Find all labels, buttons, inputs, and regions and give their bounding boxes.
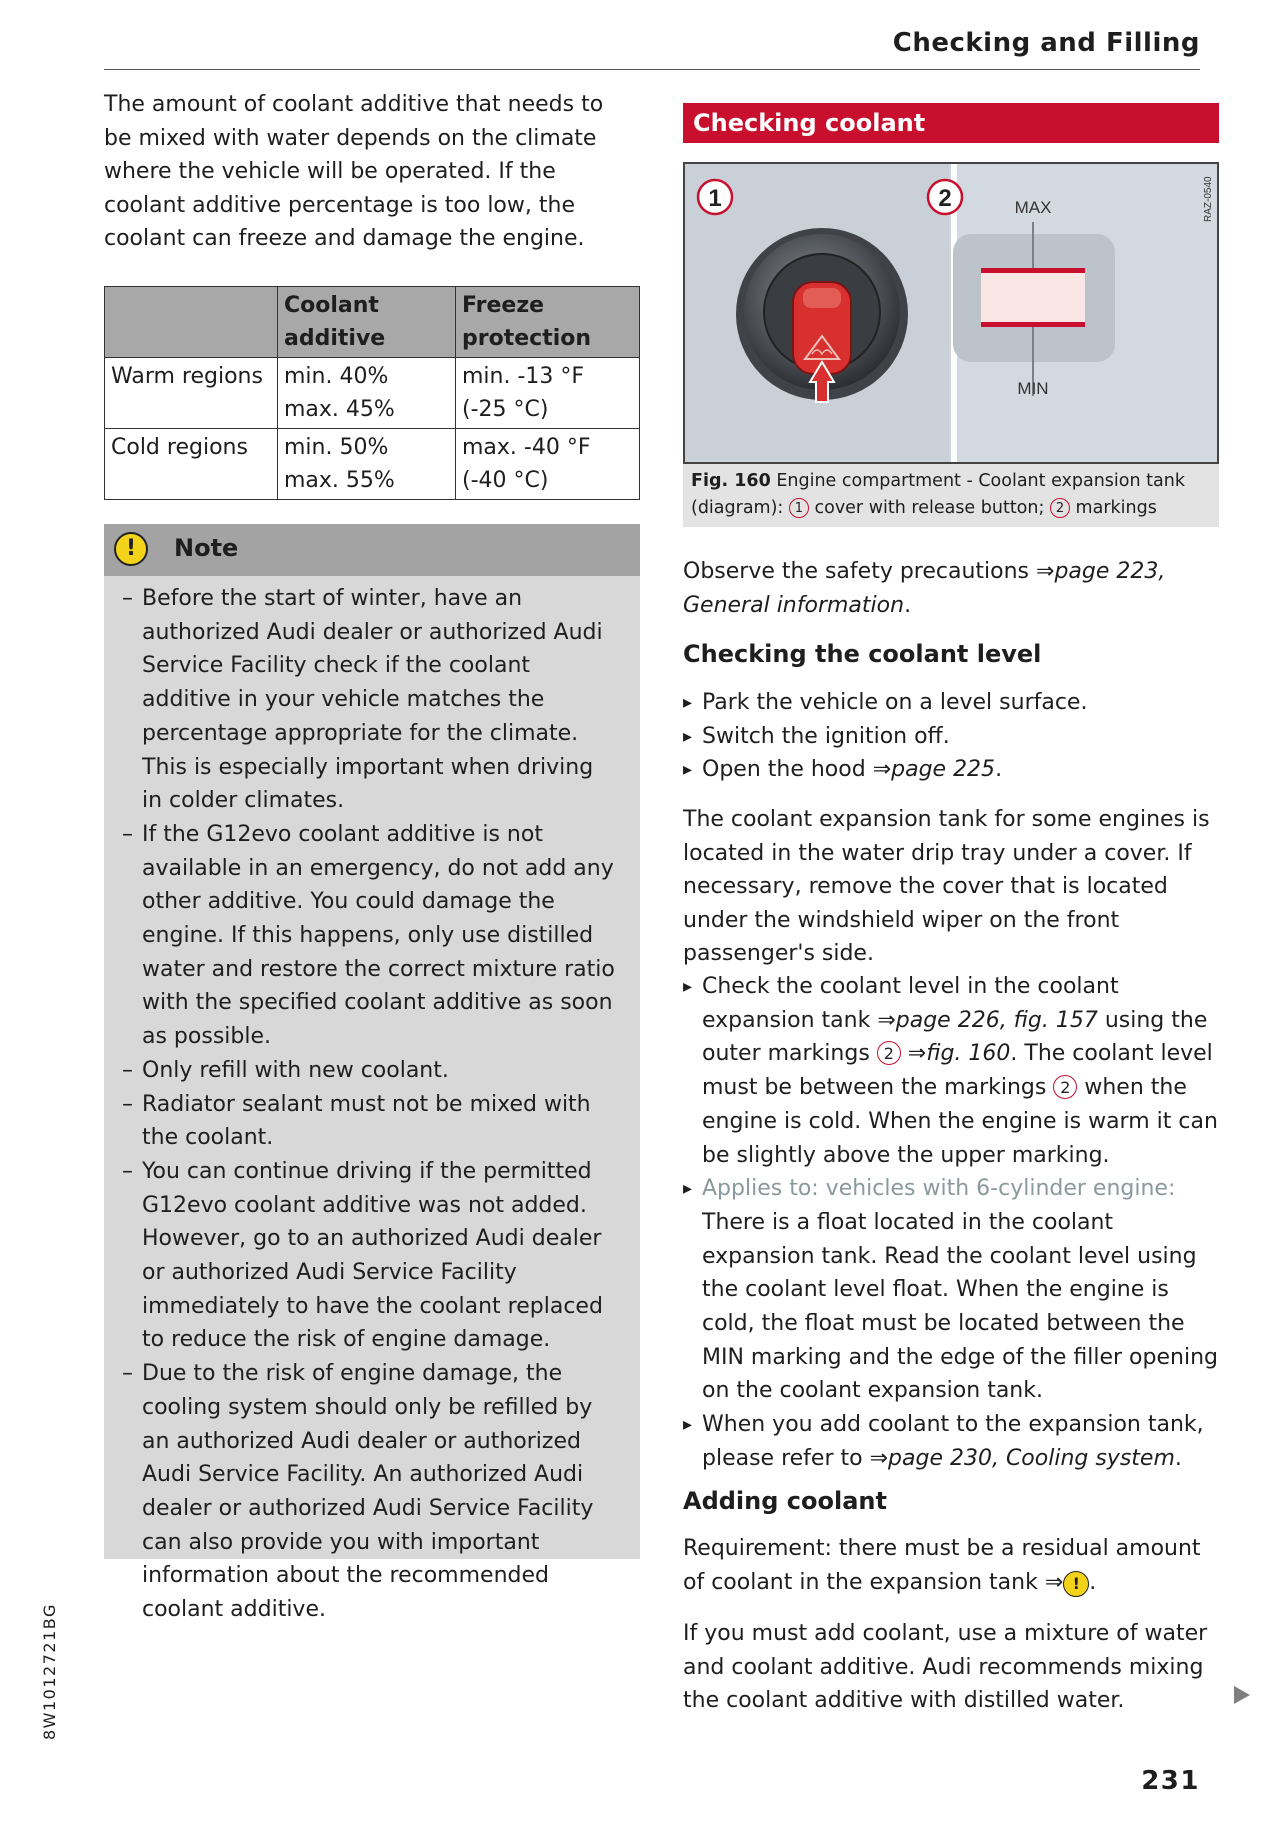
table-row — [105, 429, 640, 500]
caption-label: Fig. 160 — [691, 471, 771, 491]
warning-icon[interactable]: ! — [1063, 1571, 1089, 1597]
arrow-right-icon: ⇒ — [877, 1007, 896, 1033]
check-text-a: Check the coolant level in the coolant expansion tank — [702, 974, 1119, 1033]
freeze-fahrenheit: min. -13 °F — [462, 364, 585, 389]
safety-paragraph — [683, 555, 1218, 622]
list-item: – Due to the risk of engine damage, the cooling system should only be refilled by an authorized Audi dealer or authorized Audi Service Facility. An authorized Audi dealer or authorized Audi Service Facility can also provide you with important information about the recommended coolant additive. — [142, 1357, 620, 1627]
freeze-celsius: (-40 °C) — [462, 468, 549, 493]
arrow-right-icon: ⇒ — [1044, 1569, 1064, 1595]
table-row — [105, 358, 640, 429]
next-page-icon[interactable] — [1234, 1686, 1250, 1704]
list-item: – Only refill with new coolant. — [142, 1054, 620, 1088]
caption-item-1: cover with release button; — [814, 498, 1045, 518]
adding-coolant-heading: Adding coolant — [683, 1487, 887, 1515]
max-label: MAX — [1014, 198, 1052, 217]
header-divider — [104, 69, 1200, 70]
step-text: Open the hood — [702, 757, 866, 783]
check-text-b: using the outer markings — [702, 1007, 1208, 1067]
callout-2-icon: 2 — [877, 1041, 901, 1065]
arrow-right-icon: ⇒ — [872, 757, 892, 783]
safety-text: Observe the safety precautions — [683, 559, 1030, 584]
arrow-right-icon: ⇒ — [1036, 559, 1055, 584]
page-header-title: Checking and Filling — [892, 28, 1200, 58]
list-item: ▸ Park the vehicle on a level surface. — [702, 686, 1218, 720]
caption-text: Engine compartment - Coolant expansion tank (diagram): — [691, 471, 1185, 518]
additive-cell — [278, 358, 456, 429]
region-cell: Cold regions — [105, 429, 278, 500]
tank-paragraph: The coolant expansion tank for some engines is located in the water drip tray under a cover. If necessary, remove the cover that is located under the windshield wiper on the front passenger's side. — [683, 807, 1210, 966]
section-title-bar: Checking coolant — [683, 103, 1219, 143]
table-header-row — [105, 287, 640, 358]
safety-link[interactable]: page 223, General information — [683, 559, 1166, 618]
note-header — [104, 524, 640, 576]
warning-icon: ! — [114, 532, 148, 566]
requirement-text: Requirement: there must be a residual amount of coolant in the expansion tank — [683, 1536, 1201, 1595]
figure-caption — [683, 464, 1219, 527]
float-text: There is a float located in the coolant expansion tank. Read the coolant level using the coolant level float. When the engine is cold, the float must be located between the MIN marking and the edge of the filler opening on the coolant expansion tank. — [702, 1209, 1218, 1404]
document-code: 8W1012721BG — [40, 1603, 59, 1740]
additive-min: min. 40% — [284, 364, 389, 389]
coolant-tank-illustration — [685, 164, 1217, 462]
add-note-end: . — [1174, 1445, 1182, 1471]
list-item: – If the G12evo coolant additive is not available in an emergency, do not add any other additive. You could damage the engine. If this happens, only use distilled water and restore the correct mixture ratio with the specified coolant additive as soon as possible. — [142, 818, 620, 1054]
hood-link[interactable]: page 225 — [891, 757, 996, 783]
additive-min: min. 50% — [284, 435, 389, 460]
note-title: Note — [174, 534, 239, 562]
freeze-celsius: (-25 °C) — [462, 397, 549, 422]
callout-1-icon: 1 — [789, 498, 809, 518]
freeze-cell — [456, 429, 640, 500]
min-marking — [981, 322, 1085, 327]
list-item: ▸ Switch the ignition off. — [702, 720, 1218, 754]
requirement-paragraph: Requirement: there must be a residual amount of coolant in the expansion tank ⇒ ! . — [683, 1536, 1201, 1595]
note-box — [104, 524, 640, 1623]
check-text-c: . The coolant level must be between the markings — [702, 1041, 1213, 1101]
fig157-link[interactable]: page 226, fig. 157 — [895, 1007, 1098, 1033]
list-item — [702, 970, 1222, 1172]
list-item — [702, 1408, 1222, 1475]
additive-max: max. 55% — [284, 468, 395, 493]
page-number: 231 — [1141, 1766, 1200, 1796]
coolant-range — [981, 272, 1085, 324]
steps-list — [683, 686, 1218, 787]
figure-diagram — [683, 162, 1219, 464]
callout-2-icon: 2 — [1050, 498, 1070, 518]
max-marking — [981, 268, 1085, 273]
additive-max: max. 45% — [284, 397, 395, 422]
freeze-cell — [456, 358, 640, 429]
check-text-d: when the engine is cold. When the engine is warm it can be slightly above the upper marking. — [702, 1075, 1218, 1168]
freeze-fahrenheit: max. -40 °F — [462, 435, 591, 460]
table-header-cell — [105, 287, 278, 358]
cooling-system-link[interactable]: page 230, Cooling system — [888, 1445, 1175, 1471]
coolant-table — [104, 286, 640, 500]
check-list — [683, 970, 1222, 1476]
region-cell: Warm regions — [105, 358, 278, 429]
additive-cell — [278, 429, 456, 500]
fig160-link[interactable]: fig. 160 — [926, 1041, 1011, 1067]
checking-level-heading: Checking the coolant level — [683, 640, 1042, 668]
arrow-right-icon: ⇒ — [907, 1041, 927, 1067]
min-label: MIN — [1017, 379, 1049, 398]
arrow-right-icon: ⇒ — [869, 1445, 889, 1471]
note-list — [104, 576, 640, 1627]
callout-2-label: 2 — [938, 185, 952, 212]
callout-2-icon: 2 — [1053, 1075, 1077, 1099]
caption-item-2: markings — [1075, 498, 1157, 518]
list-item — [702, 1172, 1222, 1408]
list-item: – Radiator sealant must not be mixed with the coolant. — [142, 1088, 620, 1155]
safety-end: . — [904, 592, 912, 618]
figure-code: RAZ-0540 — [1203, 176, 1214, 222]
table-header-cell: Freeze protection — [456, 287, 640, 358]
applies-label: Applies to: vehicles with 6-cylinder engine: — [702, 1176, 1176, 1202]
add-note-text: When you add coolant to the expansion tank, please refer to — [702, 1412, 1204, 1471]
callout-1-label: 1 — [708, 185, 722, 212]
intro-paragraph: The amount of coolant additive that needs to be mixed with water depends on the climate where the vehicle will be operated. If the coolant additive percentage is too low, the coolant can freeze and damage the engine. — [104, 92, 604, 251]
list-item: – Before the start of winter, have an authorized Audi dealer or authorized Audi Service Facility check if the coolant additive in your vehicle matches the percentage appropriate for the climate. This is especially important when driving in colder climates. — [142, 582, 620, 818]
table-header-cell: Coolant additive — [278, 287, 456, 358]
mixture-paragraph: If you must add coolant, use a mixture of water and coolant additive. Audi recommends mixing the coolant additive with distilled water. — [683, 1621, 1208, 1713]
list-item: ▸ Open the hood ⇒page 225. — [702, 753, 1218, 787]
list-item: – You can continue driving if the permitted G12evo coolant additive was not added. However, go to an authorized Audi dealer or authorized Audi Service Facility immediately to have the coolant replaced to reduce the risk of engine damage. — [142, 1155, 620, 1357]
